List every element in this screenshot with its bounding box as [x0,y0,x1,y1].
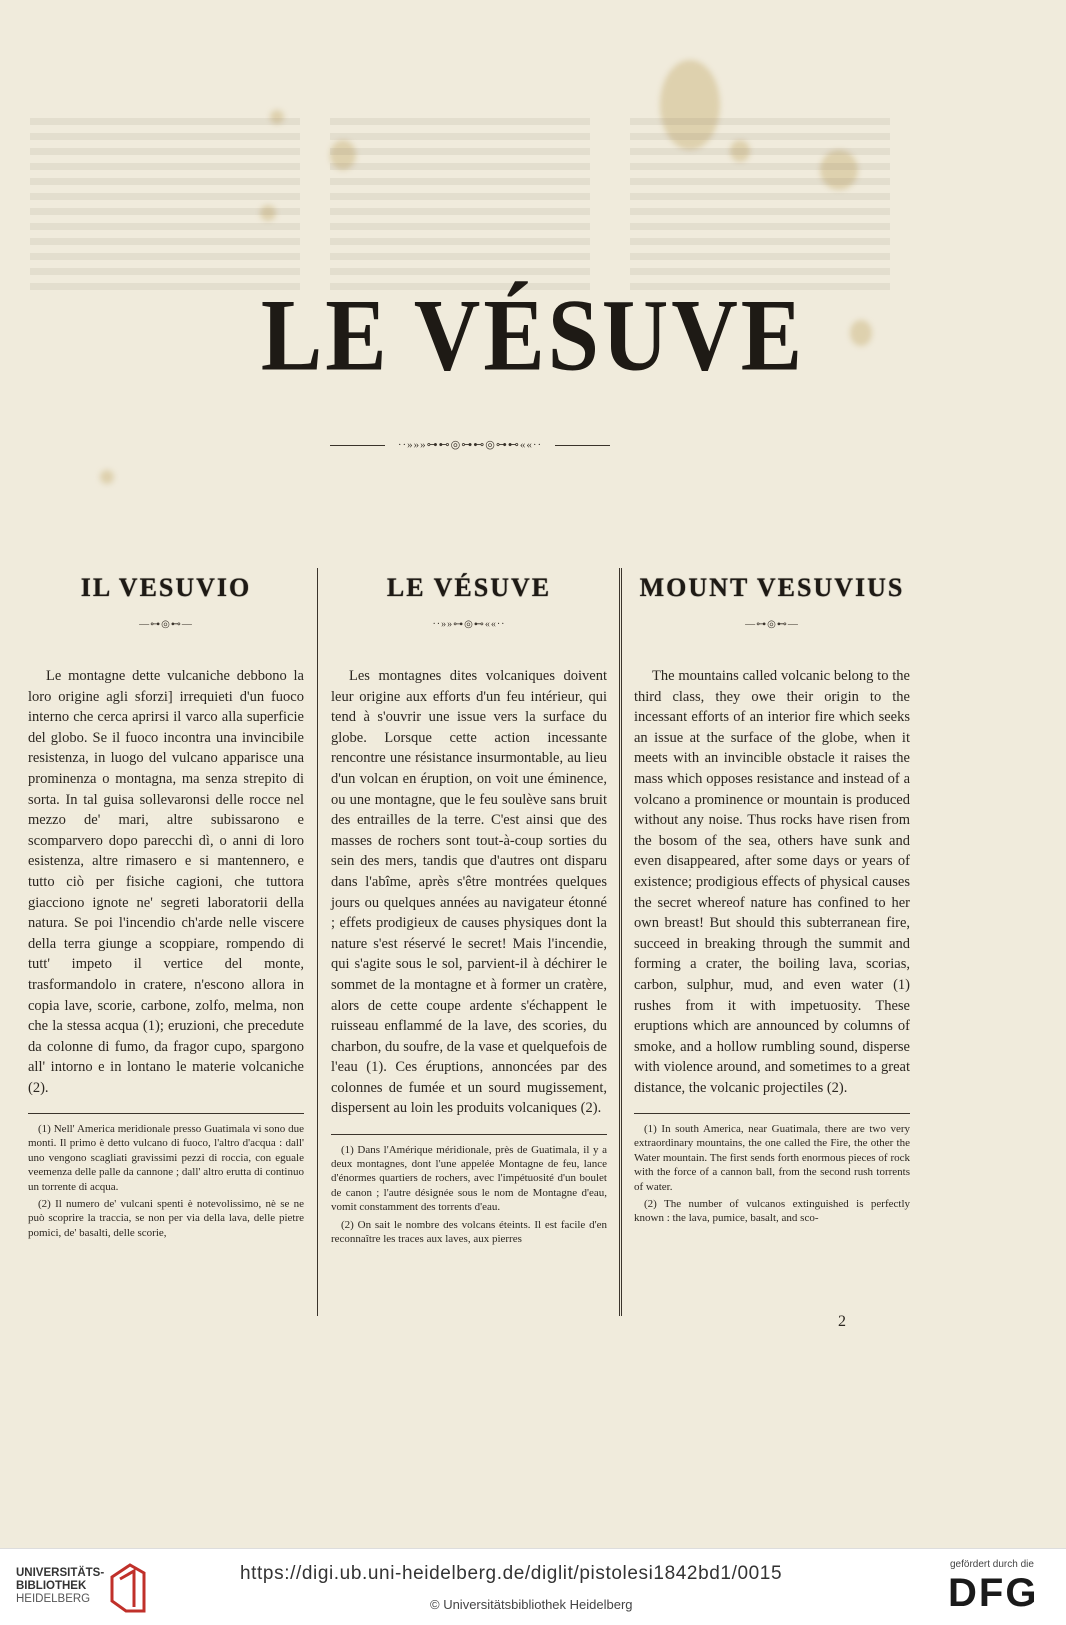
footnote-rule [634,1113,910,1114]
column-body: Le montagne dette vulcaniche debbono la loro origine agli sforzi] irrequieti d'un fuoco interno che cerca aprirsi il varco alla superficie del globo. Se il fuoco incontra una invincibile resistenza, in luogo del vulcano apparisce una prominenza o montagna, ma senza strepito di sorta. In tal guisa sollevaronsi delle rocce nel mezzo de' mari, altre subissarono e scomparvero dopo parecchi dì, o anni di loro esistenza, altre rimasero e si mantennero, e tutto ciò per fisiche cagioni, che tuttora giacciono ignote ne' segreti laboratorii della natura. Se poi l'incendio ch'arde nelle viscere della terra giunge a scoppiare, rompendo di tutt' impeto il vertice del monte, trasformandolo in cratere, n'escono allora in copia lave, scorie, carbone, zolfo, melma, non che la stessa acqua (1); eruzioni, che precedute da colonne di fumo, da fragor cupo, spargono all' intorno e in lontano le materie volcaniche (2). [28,668,304,1096]
column-heading: MOUNT VESUVIUS [639,573,905,602]
viewer-footer [0,1548,1066,1625]
column-english [634,570,910,1229]
page-number: 2 [838,1313,846,1330]
library-logo-line: HEIDELBERG [16,1593,91,1605]
funder-label: gefördert durch die [950,1559,1034,1570]
footnote: (2) The number of vulcanos extinguished is perfectly known : the lava, pumice, basalt, and sco- [634,1198,910,1225]
library-logo-line: BIBLIOTHEK [16,1580,87,1592]
copyright-notice: © Universitätsbibliothek Heidelberg [430,1597,633,1612]
footnote: (1) In south America, near Guatimala, there are two very extraordinary mountains, the one called the Fire, the other the Water mountain. The first sends forth enormous pieces of rock with the force of a cannon ball, from the second rush torrents of water. [634,1122,910,1193]
column-italian [28,570,304,1243]
heading-ornament: —⊶◎⊷— [139,619,193,630]
column-french [331,570,607,1249]
column-heading: LE VÉSUVE [386,573,552,602]
column-body: The mountains called volcanic belong to the third class, they owe their origin to the incessant efforts of an interior fire which seeks an issue at the surface of the globe, when it meets with an invincible obstacle it raises the mass which opposes resistance and instead of a volcano a prominence or mountain is produced without any noise. Thus rocks have risen from the bosom of the sea, others have sunk and even disappeared, after some days or years of existence; prodigious effects of physical causes the secret whereof nature has confined to her own breast! But should this subterranean fire, succeed in breaking through the summit and forming a crater, the boiling lava, scorias, carbon, sulphur, mud, and even water (1) rushes from it with impetuosity. These eruptions which are announced by columns of smoke, and a hollow rumbling sound, disperse with violence around, and sometimes to a great distance, the volcanic projectiles (2). [634,668,910,1096]
column-body: Les montagnes dites volcaniques doivent leur origine aux efforts d'un feu intérieur, qui tend à s'ouvrir une issue vers la surface du globe. Lorsque cette action incessante rencontre une résistance insurmontable, au lieu d'un volcan en éruption, on voit une éminence, ou une montagne, que le feu soulève sans bruit des entrailles de la terre. C'est ainsi que des masses de rochers sont tout-à-coup sorties du sein des mers, tandis que d'autres ont disparu dans l'abîme, après s'être montrées quelques jours ou quelques années au navigateur étonné ; effets prodigieux de causes physiques dont la nature s'est réservé le secret! Mais l'incendie, qui s'agite sous le sol, parvient-il à déchirer le sommet de la montagne et à former un cratère, alors de cette coupe ardente s'échappent le ruisseau enflammé de la lave, des scories, du charbon, du soufre, de la vase et quelquefois de l'eau (1). Ces éruptions, annoncées par des colonnes de fumée et un sourd mugissement, dispersent au loin les produits volcaniques (2). [331,668,607,1117]
footnote-rule [28,1113,304,1114]
library-emblem-icon [108,1561,148,1615]
heading-ornament: —⊶◎⊷— [745,619,799,630]
footnote: (2) On sait le nombre des volcans éteints. Il est facile d'en reconnaître les traces aux laves, aux pierres [331,1218,607,1245]
footnote: (1) Dans l'Amérique méridionale, près de Guatimala, il y a deux montagnes, dont l'une appelée Montagne de feu, lance d'énormes quartiers de rochers, avec l'impétuosité d'un boulet de canon ; l'autre désignée sous le nom de Montagne d'eau, vomit constamment des torrents d'eau. [331,1143,607,1214]
column-heading: IL VESUVIO [80,573,252,602]
column-divider [619,568,622,1316]
library-logo-line: UNIVERSITÄTS- [16,1567,105,1579]
permalink-url[interactable]: https://digi.ub.uni-heidelberg.de/diglit/pistolesi1842bd1/0015 [240,1563,783,1584]
footnote-rule [331,1134,607,1135]
heading-ornament: ··»»⊶◎⊷««·· [432,619,506,630]
footnote: (1) Nell' America meridionale presso Guatimala vi sono due monti. Il primo è detto vulcano di fuoco, l'altro d'acqua : dall' uno vengono scagliati gravissimi pezzi di roccia, con eguale veemenza delle palle da cannone ; dall' altro erutta di continuo un torrente di acqua. [28,1122,304,1193]
dfg-logo[interactable]: DFG [948,1571,1039,1615]
page-title: LE VÉSUVE [260,277,806,393]
column-divider [317,568,318,1316]
footnote: (2) Il numero de' vulcani spenti è notevolissimo, nè se ne può scoprire la traccia, se non per via della lava, delle pietre pomici, de' basalti, delle scorie, [28,1198,304,1239]
title-ornament: ··»»»⊶⊷◎⊶⊷◎⊶⊷««·· [330,437,610,453]
